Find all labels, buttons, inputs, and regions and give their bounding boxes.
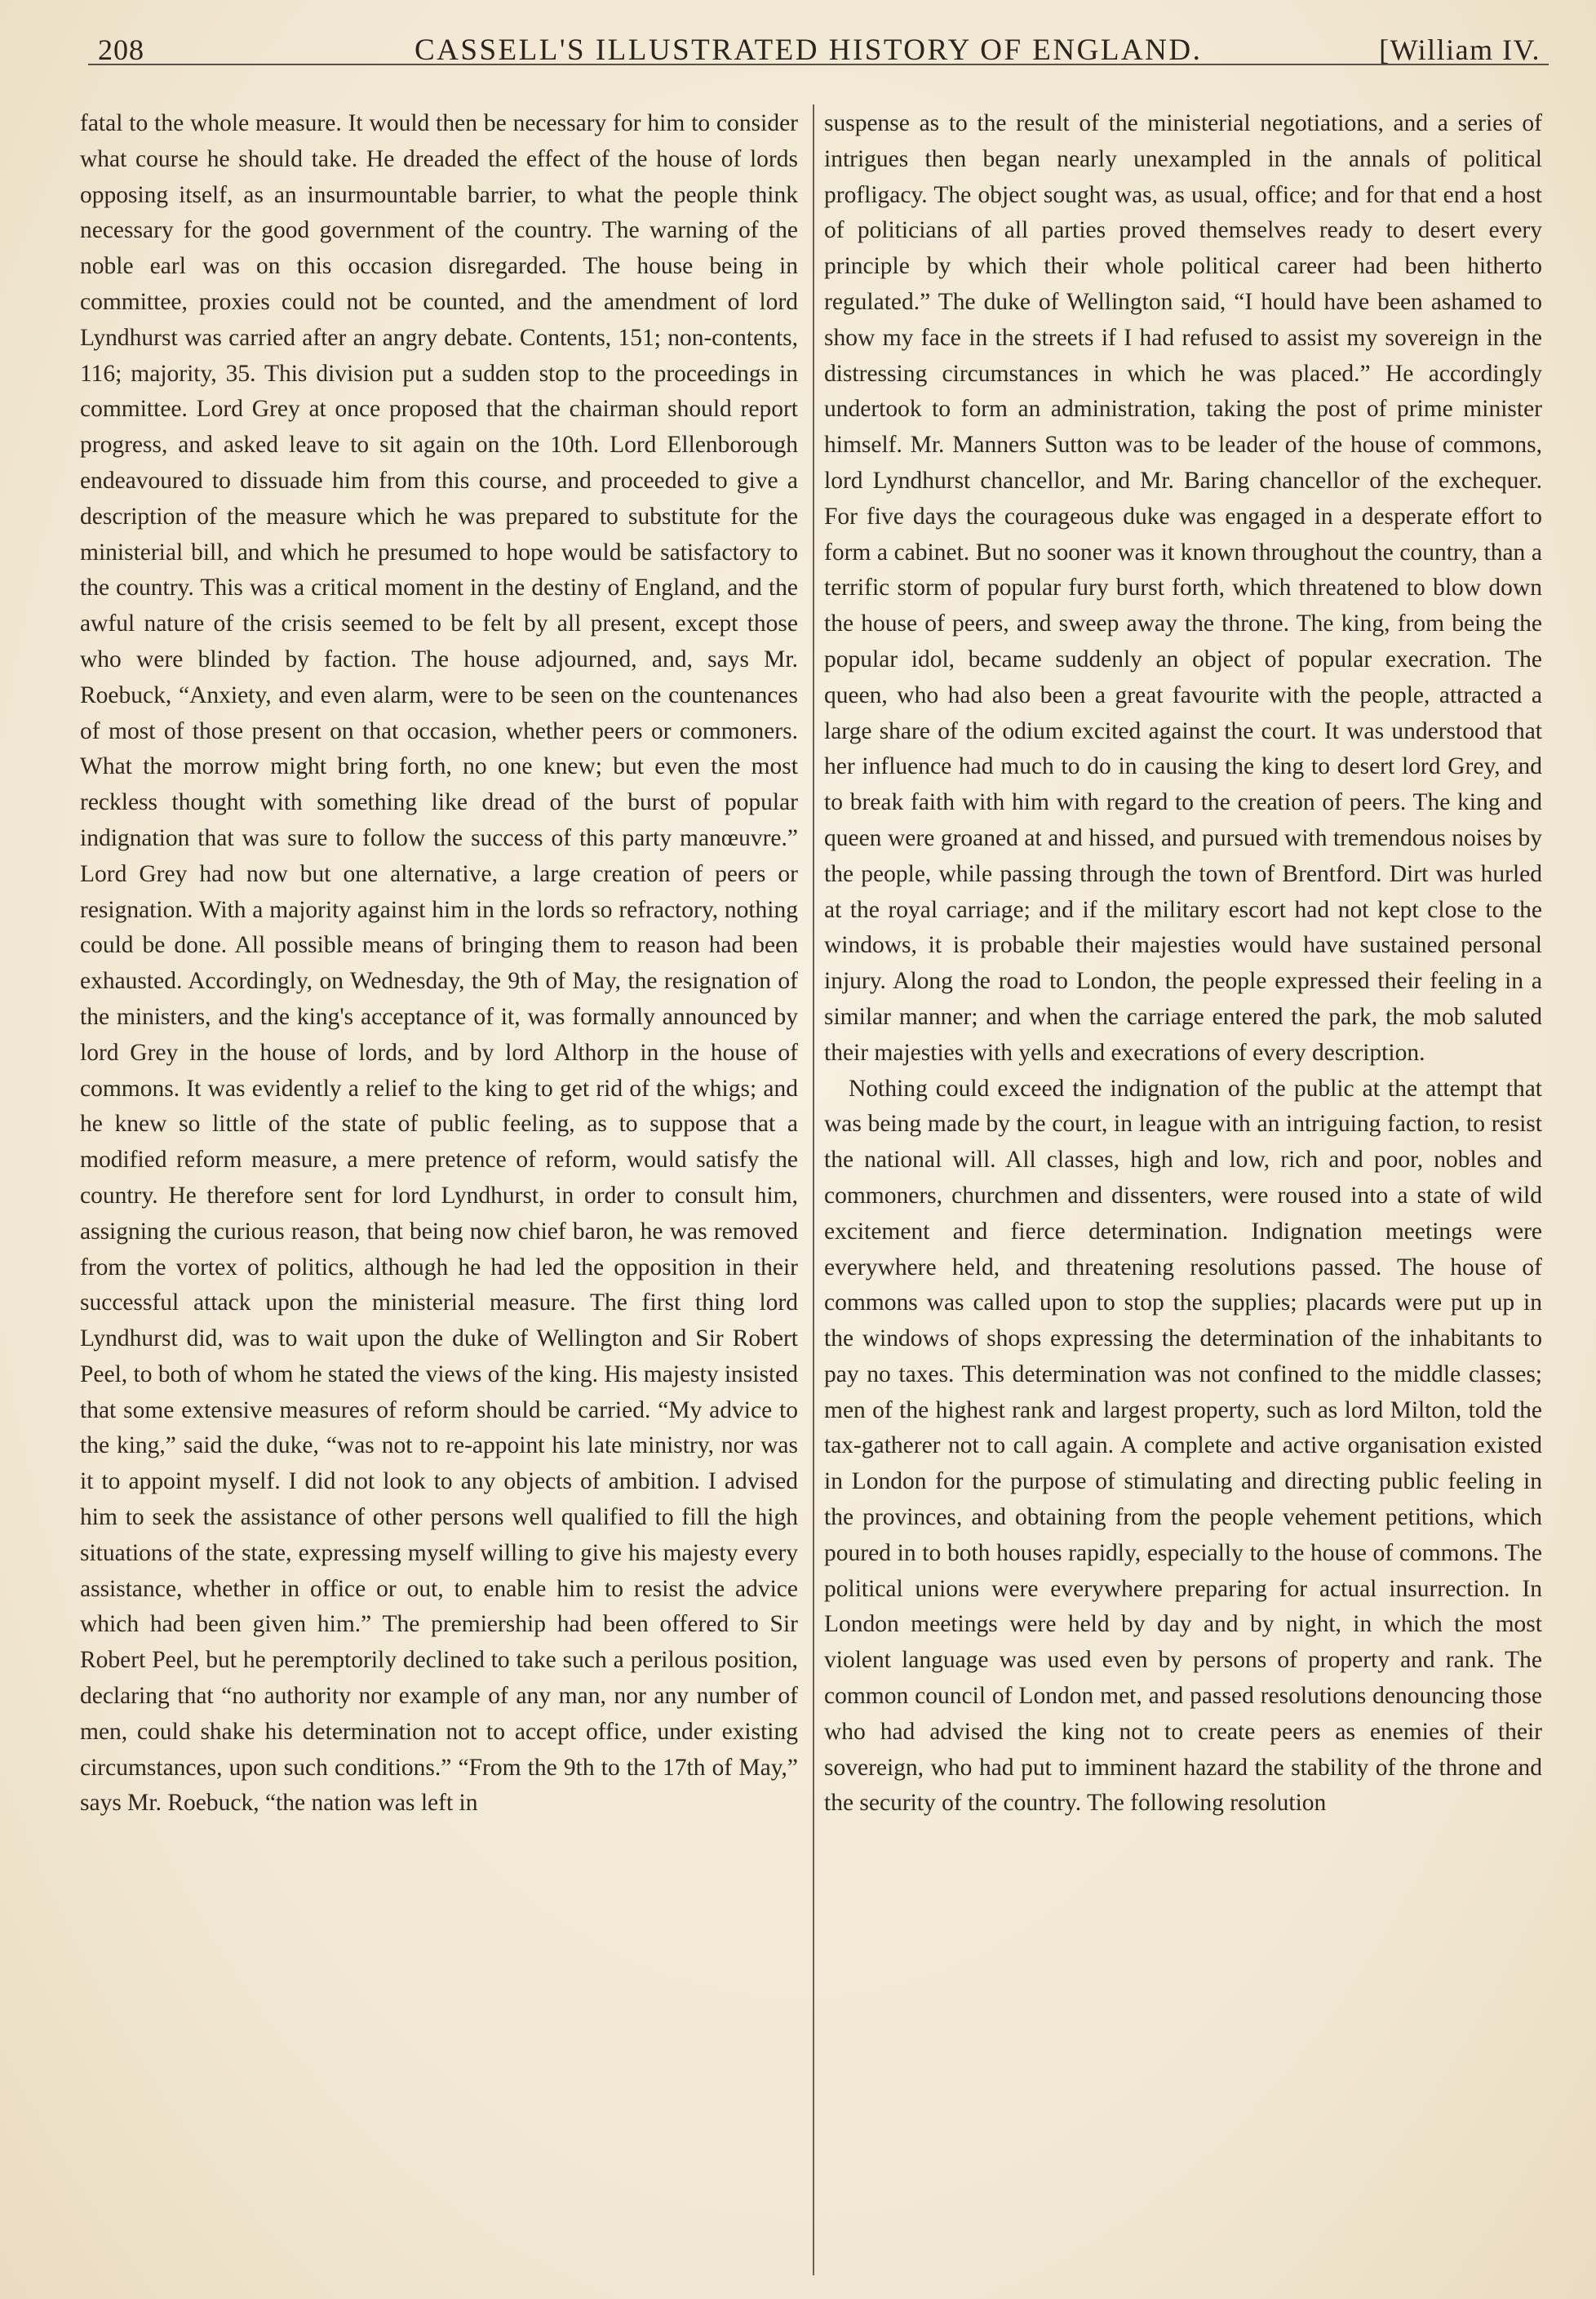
right-paragraph: Nothing could exceed the indignation of the public at the attempt that was being made by the court, in league with an intriguing faction, to resist the national will. All classes, high and low, rich and poor, nobles and commoners, churchmen and dissenters, were roused into a state of wild excitement and fierce determination. Indignation meetings were everywhere held, and threatening resolutions passed. The house of commons was called upon to stop the supplies; placards were put up in the windows of shops expressing the determination of the inhabitants to pay no taxes. This determination was not confined to the middle classes; men of the highest rank and largest property, such as lord Milton, told the tax-gatherer not to call again. A complete and active organisation existed in London for the purpose of stimulating and directing public feeling in the provinces, and obtaining from the people vehement petitions, which poured in to both houses rapidly, especially to the house of commons. The political unions were everywhere preparing for actual insurrection. In London meetings were held by day and by night, in which the most violent language was used even by persons of property and rank. The common council of London met, and passed resolutions denouncing those who had advised the king not to create peers as enemies of their sovereign, who had put to imminent hazard the stability of the throne and the security of the country. The following resolution — [824, 1075, 1542, 1817]
left-paragraph: fatal to the whole measure. It would then be necessary for him to consider what course he should take. He dreaded the effect of the house of lords opposing itself, as an insurmountable barrier, to what the people think necessary for the good government of the country. The warning of the noble earl was on this occasion disregarded. The house being in committee, proxies could not be counted, and the amendment of lord Lyndhurst was carried after an angry debate. Contents, 151; non-contents, 116; majority, 35. This division put a sudden stop to the proceedings in committee. Lord Grey at once proposed that the chairman should report progress, and asked leave to sit again on the 10th. Lord Ellenborough endeavoured to dissuade him from this course, and proceeded to give a description of the measure which he was prepared to substitute for the ministerial bill, and which he presumed to hope would be satisfactory to the country. This was a critical moment in the destiny of England, and the awful nature of the crisis seemed to be felt by all present, except those who were blinded by faction. The house adjourned, and, says Mr. Roebuck, “Anxiety, and even alarm, were to be seen on the countenances of most of those present on that occasion, whether peers or commoners. What the morrow might bring forth, no one knew; but even the most reckless thought with something like dread of the burst of popular indignation that was sure to follow the success of this party manœuvre.” Lord Grey had now but one alternative, a large creation of peers or resignation. With a majority against him in the lords so refractory, nothing could be done. All possible means of bringing them to reason had been exhausted. Accordingly, on Wednesday, the 9th of May, the resignation of the ministers, and the king's acceptance of it, was formally announced by lord Grey in the house of lords, and by lord Althorp in the house of commons. It was evidently a relief to the king to get rid of the whigs; and he knew so little of the state of public feeling, as to suppose that a modified reform measure, a mere pretence of reform, would satisfy the country. He therefore sent for lord Lyndhurst, in order to consult him, assigning the curious reason, that being now chief baron, he was removed from the vortex of politics, although he had led the opposition in their successful attack upon the ministerial measure. The first thing lord Lyndhurst did, was to wait upon the duke of Wellington and Sir Robert Peel, to both of whom he stated the views of the king. His majesty insisted that some extensive measures of reform should be carried. “My advice to the king,” said the duke, “was not to re-appoint his late ministry, nor was it to appoint myself. I did not look to any objects of ambition. I advised him to seek the assistance of other persons well qualified to fill the high situations of the state, expressing myself willing to give his majesty every assistance, whether in office or out, to enable him to resist the advice which had been given him.” The premiership had been offered to Sir Robert Peel, but he peremptorily declined to take such a perilous position, declaring that “no authority nor example of any man, nor any number of men, could shake his determination not to accept office, under existing circumstances, upon such conditions.” “From the 9th to the 17th of May,” says Mr. Roebuck, “the nation was left in — [80, 110, 798, 1817]
column-divider — [813, 104, 814, 2275]
header-rule — [88, 64, 1549, 65]
section-label: [William IV. — [1379, 33, 1541, 66]
left-column — [80, 106, 798, 1822]
right-column — [824, 106, 1542, 1822]
page-number: 208 — [98, 33, 144, 66]
right-paragraph: suspense as to the result of the ministerial negotiations, and a series of intrigues then began nearly unexampled in the annals of political profligacy. The object sought was, as usual, office; and for that end a host of politicians of all parties proved themselves ready to desert every principle by which their whole political career had been hitherto regulated.” The duke of Wellington said, “I hould have been ashamed to show my face in the streets if I had refused to assist my sovereign in the distressing circumstances in which he was placed.” He accordingly undertook to form an administration, taking the post of prime minister himself. Mr. Manners Sutton was to be leader of the house of commons, lord Lyndhurst chancellor, and Mr. Baring chancellor of the exchequer. For five days the courageous duke was engaged in a desperate effort to form a cabinet. But no sooner was it known throughout the country, than a terrific storm of popular fury burst forth, which threatened to blow down the house of peers, and sweep away the throne. The king, from being the popular idol, became suddenly an object of popular execration. The queen, who had also been a great favourite with the people, attracted a large share of the odium excited against the court. It was understood that her influence had much to do in causing the king to desert lord Grey, and to break faith with him with regard to the creation of peers. The king and queen were groaned at and hissed, and pursued with tremendous noises by the people, while passing through the town of Brentford. Dirt was hurled at the royal carriage; and if the military escort had not kept close to the windows, it is probable their majesties would have sustained personal injury. Along the road to London, the people expressed their feeling in a similar manner; and when the carriage entered the park, the mob saluted their majesties with yells and execrations of every description. — [824, 110, 1542, 1066]
page-header — [88, 28, 1549, 77]
running-title: CASSELL'S ILLUSTRATED HISTORY OF ENGLAND. — [415, 33, 1203, 67]
